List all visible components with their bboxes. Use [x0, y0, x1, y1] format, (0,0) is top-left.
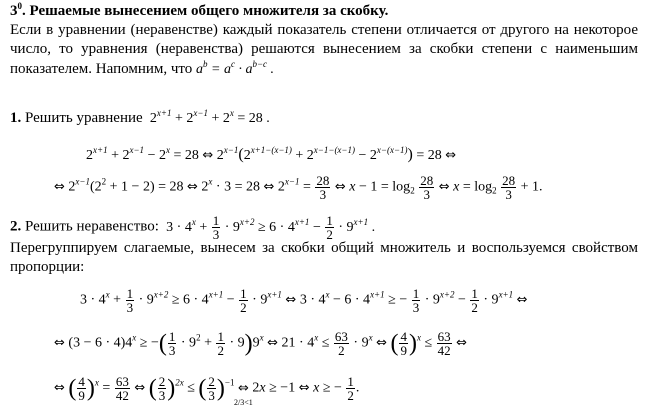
example1-step2: ⇔ $2^{x-1}(2^2 + 1 - 2) = 28$ ⇔ $2^x \cdot 3 = 28$ ⇔ $2^{x-1}$ = $\frac{28}{3}$ ⇔ $x - 1 = \log_2$ $\frac{28}{3}$ ⇔ $x = \log_2$ $\frac{28}{3}$ + 1. [54, 173, 543, 202]
example2-statement [10, 214, 375, 241]
example2-number: 2. [10, 218, 22, 235]
example1-prompt: Решить уравнение [25, 110, 143, 126]
example2-step1: $3 \cdot 4^x$ + $\frac{1}{3}$ · $9^{x+2} \ge 6 \cdot 4^{x+1}$ − $\frac{1}{2}$ · $9^{x+1}$ ⇔ $3 \cdot 4^x - 6 \cdot 4^{x+1}$ ≥ − $\frac{1}{3}$ · $9^{x+2}$ − $\frac{1}{2}$ · $9^{x+1}$ ⇔ [80, 286, 528, 315]
intro-line-3-text: показателем. Напомним, что [10, 61, 193, 77]
power-property-formula: $a^b = a^c \cdot a^{b-c}$ . [196, 59, 275, 77]
example2-prompt: Решить неравенство: [25, 218, 159, 235]
base-condition-note: 2/3<1 [233, 397, 253, 407]
example1-statement [10, 110, 270, 127]
example2-inequality: $3 \cdot 4^x$ + $\frac{1}{3}$ · $9^{x+2} \ge 6 \cdot 4^{x+1}$ − $\frac{1}{2}$ · $9^{x+1}$ . [162, 213, 376, 242]
example2-step3: ⇔ ( $\frac{4}{9}$ )$^x$ = $\frac{63}{42}$ ⇔ ( $\frac{2}{3}$ )$^{2x}$ ≤ ( $\frac{2}{3}$ )$^{-1}$ ⇔ 2/3<1 2x ≥ −1 ⇔ x ≥ − $\frac{1}{2}$ . [54, 375, 359, 402]
example2-para-line-1: Перегруппируем слагаемые, вынесем за скобки общий множитель и воспользуемся свойством [10, 240, 638, 256]
example2-step2: ⇔ $(3 - 6 \cdot 4)4^x$ ≥ −( $\frac{1}{3}$ · $9^2$ + $\frac{1}{2}$ · $9)9^x$ ⇔ $21 \cdot 4^x$ ≤ $\frac{63}{2}$ · $9^x$ ⇔ ( $\frac{4}{9}$ )$^x$ ≤ $\frac{63}{42}$ ⇔ [54, 329, 468, 358]
intro-line-2: число, то уравнения (неравенства) решаются вынесением за скобки степени с наименьшим [10, 41, 638, 57]
example1-number: 1. [10, 110, 22, 126]
section-heading: $3^0$. Решаемые вынесением общего множителя за скобку. [10, 1, 389, 19]
example2-para-line-2: пропорции: [10, 259, 85, 275]
intro-line-3 [10, 61, 274, 78]
example1-equation: $2^{x+1} + 2^{x-1} + 2^x = 28$ . [146, 108, 270, 126]
intro-line-1: Если в уравнении (неравенстве) каждый показатель степени отличается от другого на некоторое [10, 22, 638, 38]
example1-step1: $2^{x+1} + 2^{x-1} - 2^x = 28$ ⇔ $2^{x-1}(2^{x+1-(x-1)} + 2^{x-1-(x-1)} - 2^{x-(x-1)}) = 28$ ⇔ [86, 145, 457, 163]
